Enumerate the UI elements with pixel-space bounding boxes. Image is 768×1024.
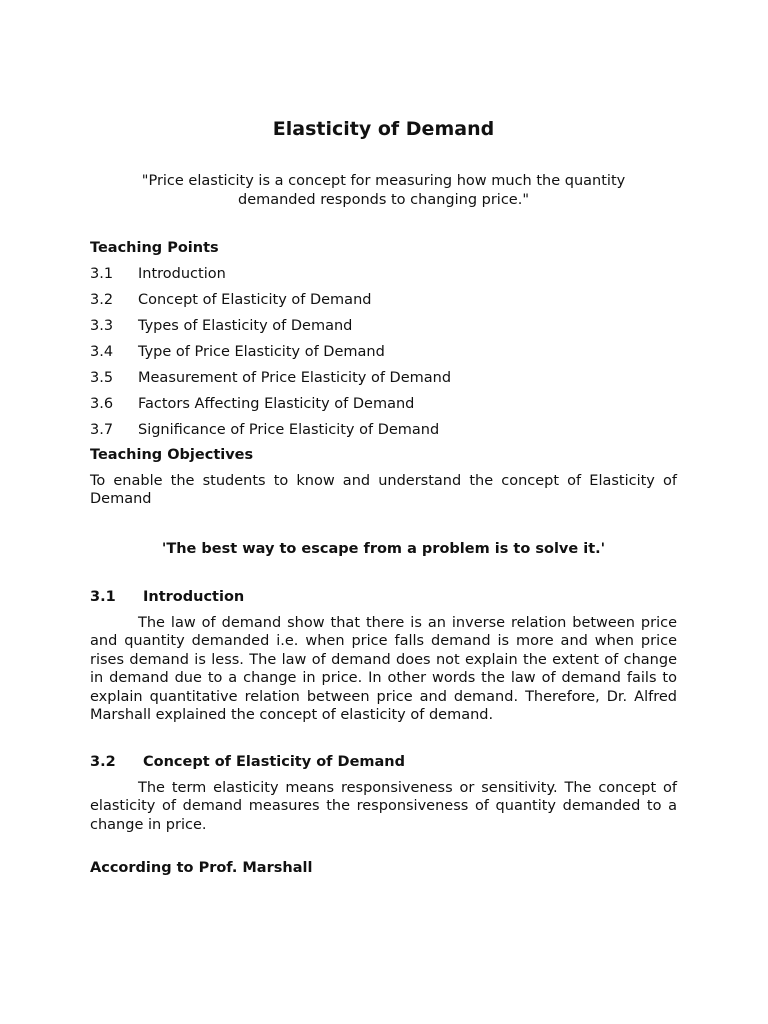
teaching-point-number: 3.6 xyxy=(90,396,114,412)
teaching-point-label: Factors Affecting Elasticity of Demand xyxy=(138,396,415,412)
teaching-point-number: 3.5 xyxy=(90,370,114,386)
teaching-point-label: Types of Elasticity of Demand xyxy=(138,318,353,334)
teaching-point-item xyxy=(90,342,677,368)
teaching-point-label: Measurement of Price Elasticity of Demand xyxy=(138,370,452,386)
teaching-point-item xyxy=(90,394,677,420)
teaching-point-label: Introduction xyxy=(138,266,226,282)
teaching-point-item xyxy=(90,264,677,290)
according-heading: According to Prof. Marshall xyxy=(90,860,313,876)
teaching-point-number: 3.3 xyxy=(90,318,114,334)
teaching-points-list xyxy=(90,264,677,446)
teaching-objectives-heading: Teaching Objectives xyxy=(90,447,254,463)
section-heading-concept xyxy=(90,752,405,772)
section-body-introduction: The law of demand show that there is an inverse relation between price and quantity demanded i.e. when price falls demand is more and when price rises demand is less. The law of demand does not explain the extent of change in demand due to a change in price. In other words the law of demand fails to explain quantitative relation between price and demand. Therefore, Dr. Alfred Marshall explained the concept of elasticity of demand. xyxy=(90,615,677,724)
section-body-concept: The term elasticity means responsiveness or sensitivity. The concept of elasticity of demand measures the responsiveness of quantity demanded to a change in price. xyxy=(90,780,677,833)
document-title: Elasticity of Demand xyxy=(272,118,495,140)
section-title: Introduction xyxy=(143,589,245,605)
epigraph-quote: "Price elasticity is a concept for measuring how much the quantity demanded responds to changing price." xyxy=(141,173,626,208)
section-title: Concept of Elasticity of Demand xyxy=(143,754,406,770)
teaching-points-heading: Teaching Points xyxy=(90,240,219,256)
teaching-point-label: Type of Price Elasticity of Demand xyxy=(138,344,385,360)
section-heading-introduction xyxy=(90,587,244,607)
teaching-point-number: 3.2 xyxy=(90,292,114,308)
teaching-point-item xyxy=(90,290,677,316)
section-number: 3.1 xyxy=(90,589,116,605)
teaching-point-number: 3.4 xyxy=(90,344,114,360)
teaching-point-number: 3.7 xyxy=(90,422,114,438)
teaching-point-item xyxy=(90,368,677,394)
motivational-quote: 'The best way to escape from a problem is to solve it.' xyxy=(161,541,606,557)
teaching-objectives-text: To enable the students to know and understand the concept of Elasticity of Demand xyxy=(90,473,677,507)
section-number: 3.2 xyxy=(90,754,116,770)
teaching-point-number: 3.1 xyxy=(90,266,114,282)
teaching-point-label: Significance of Price Elasticity of Demand xyxy=(138,422,440,438)
teaching-point-label: Concept of Elasticity of Demand xyxy=(138,292,372,308)
teaching-point-item xyxy=(90,420,677,446)
teaching-point-item xyxy=(90,316,677,342)
